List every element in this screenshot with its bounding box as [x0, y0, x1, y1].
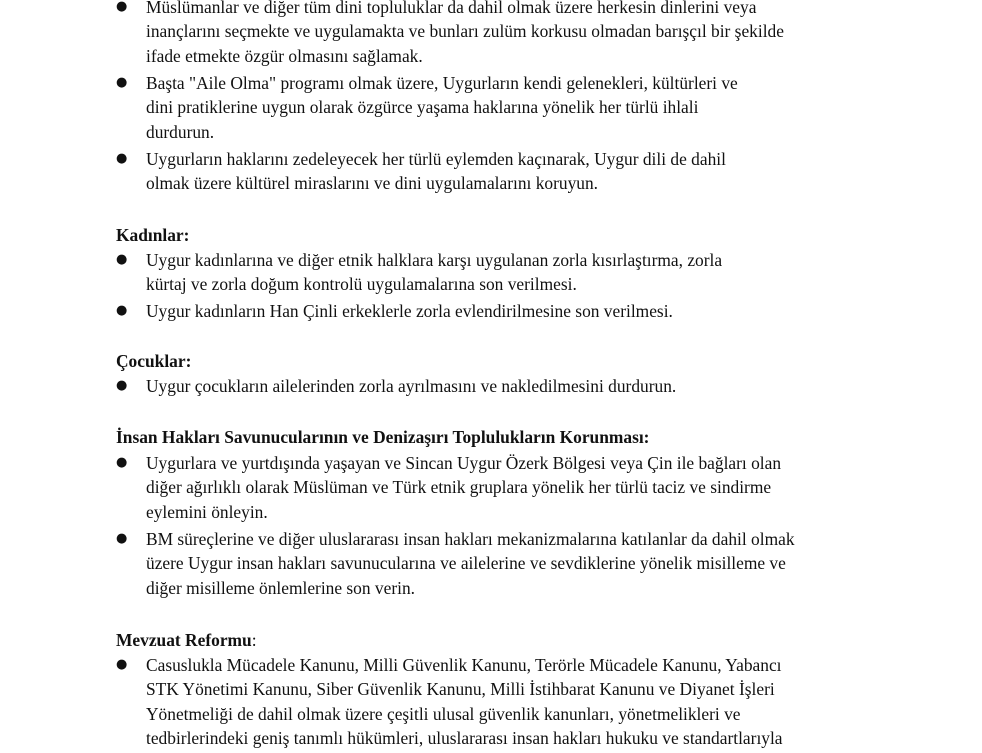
text-line: diğer misilleme önlemlerine son verin. [146, 577, 416, 598]
section-heading-cocuklar: Çocuklar: [116, 351, 192, 371]
bullet-icon: ● [116, 531, 128, 546]
bullet-icon: ● [116, 378, 128, 393]
text-line: tedbirlerindeki geniş tanımlı hükümleri, uluslararası insan hakları hukuku ve standartlarıyla [146, 727, 783, 748]
section-heading-kadinlar: Kadınlar: [116, 225, 190, 245]
bullet-icon: ● [116, 252, 128, 267]
heading-colon: : [251, 630, 257, 650]
text-line: Yönetmeliği de dahil olmak üzere çeşitli ulusal güvenlik kanunları, yönetmelikleri ve [146, 703, 741, 724]
text-line: kürtaj ve zorla doğum kontrolü uygulamalarına son verilmesi. [146, 274, 577, 295]
text-line: eylemini önleyin. [146, 501, 268, 522]
section-heading-insan-haklari: İnsan Hakları Savunucularının ve Denizaşırı Toplulukların Korunması: [116, 427, 650, 447]
bullet-icon: ● [116, 303, 128, 318]
text-line: STK Yönetimi Kanunu, Siber Güvenlik Kanunu, Milli İstihbarat Kanunu ve Diyanet İşleri [146, 679, 775, 700]
bullet-icon: ● [116, 455, 128, 470]
text-line: Uygur kadınların Han Çinli erkeklerle zorla evlendirilmesine son verilmesi. [146, 301, 673, 321]
text-line: olmak üzere kültürel miraslarını ve dini uygulamalarını koruyun. [146, 173, 599, 194]
bullet-icon: ● [116, 657, 128, 672]
text-line: Casuslukla Mücadele Kanunu, Milli Güvenlik Kanunu, Terörle Mücadele Kanunu, Yabancı [146, 655, 782, 675]
text-line: Başta "Aile Olma" programı olmak üzere, Uygurların kendi gelenekleri, kültürleri ve [146, 73, 738, 93]
bullet-icon: ● [116, 151, 128, 166]
text-line: Uygurlara ve yurtdışında yaşayan ve Sincan Uygur Özerk Bölgesi veya Çin ile bağları olan [146, 453, 782, 473]
bullet-icon: ● [116, 75, 128, 90]
heading-text: Mevzuat Reformu [116, 630, 252, 650]
text-line: inançlarını seçmekte ve uygulamakta ve bunları zulüm korkusu olmadan barışçıl bir şekilde [146, 21, 784, 42]
text-line: ifade etmekte özgür olmasını sağlamak. [146, 45, 423, 66]
section-heading-mevzuat-reformu [116, 628, 257, 652]
text-line: dini pratiklerine uygun olarak özgürce yaşama haklarına yönelik her türlü ihlali [146, 97, 699, 118]
text-line: Müslümanlar ve diğer tüm dini topluluklar da dahil olmak üzere herkesin dinlerini veya [146, 0, 757, 17]
text-line: BM süreçlerine ve diğer uluslararası insan hakları mekanizmalarına katılanlar da dahil olmak [146, 529, 795, 549]
text-line: Uygur kadınlarına ve diğer etnik halklara karşı uygulanan zorla kısırlaştırma, zorla [146, 250, 723, 270]
text-line: durdurun. [146, 121, 215, 142]
text-line: üzere Uygur insan hakları savunucularına ve ailelerine ve sevdiklerine yönelik misilleme ve [146, 553, 786, 574]
text-line: Uygurların haklarını zedeleyecek her türlü eylemden kaçınarak, Uygur dili de dahil [146, 149, 726, 169]
bullet-icon: ● [116, 0, 128, 14]
text-line: diğer ağırlıklı olarak Müslüman ve Türk etnik gruplara yönelik her türlü taciz ve sindirme [146, 477, 772, 498]
text-line: Uygur çocukların ailelerinden zorla ayrılmasını ve nakledilmesini durdurun. [146, 376, 677, 396]
